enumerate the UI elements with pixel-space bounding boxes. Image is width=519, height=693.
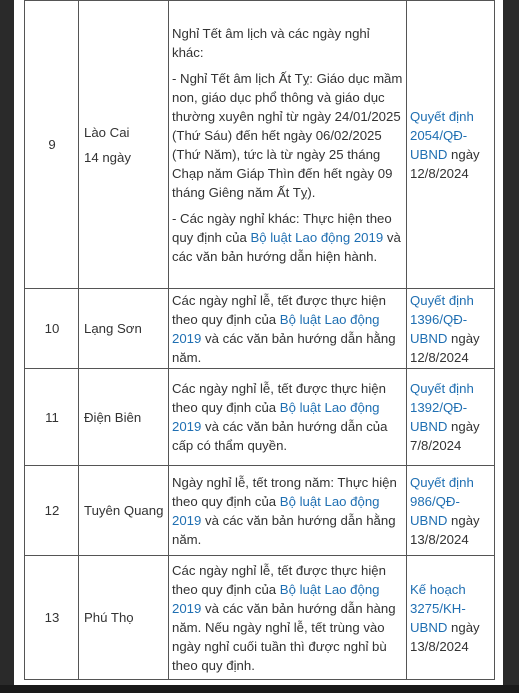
content-paragraph: - Nghỉ Tết âm lịch Ất Tỵ: Giáo dục mầm non, giáo dục phổ thông và giáo dục thường xuyên nghỉ từ ngày 24/01/2025 (Thứ Sáu) đến hết ngày 06/02/2025 (Thứ Năm), tức là từ ngày 25 tháng Chạp năm Giáp Thìn đến hết ngày 09 tháng Giêng năm Ất Tỵ).	[172, 70, 403, 200]
decision-link[interactable]: Kế hoạch 3275/KH-UBND	[410, 581, 466, 635]
content-text: và các văn bản hướng dẫn hàng năm. Nếu ngày nghỉ lễ, tết trùng vào ngày nghỉ cuối tuần thì được nghỉ bù theo quy định.	[172, 600, 396, 673]
decision-date: ngày 12/8/2024	[410, 146, 480, 181]
document-page	[14, 0, 503, 693]
province-cell	[79, 1, 169, 289]
labor-code-link[interactable]: Bộ luật Lao động 2019	[172, 400, 380, 434]
content-text: và các văn bản hướng dẫn của cấp có thẩm quyền.	[172, 419, 388, 453]
school-holiday-table	[24, 0, 495, 680]
table-row	[25, 1, 495, 289]
holiday-content	[169, 556, 407, 680]
decision-link[interactable]: Quyết định 986/QĐ-UBND	[410, 474, 474, 528]
table-row	[25, 369, 495, 466]
content-text: Các ngày nghỉ lễ, tết được thực hiện theo quy định của	[172, 381, 386, 415]
holiday-content	[169, 466, 407, 556]
decision-date: ngày 12/8/2024	[410, 330, 480, 365]
row-number: 11	[25, 369, 79, 466]
decision-cell	[407, 556, 495, 680]
row-number: 13	[25, 556, 79, 680]
decision-cell	[407, 1, 495, 289]
decision-link[interactable]: Quyết định 1396/QĐ-UBND	[410, 292, 474, 346]
province-name: Lào Cai	[84, 124, 130, 140]
holiday-content	[169, 289, 407, 369]
content-text: Các ngày nghỉ lễ, tết được thực hiện theo quy định của	[172, 292, 386, 327]
holiday-content	[169, 369, 407, 466]
decision-date: ngày 13/8/2024	[410, 619, 480, 654]
decision-date: ngày 13/8/2024	[410, 512, 480, 547]
content-paragraph	[172, 209, 404, 266]
decision-cell	[407, 466, 495, 556]
labor-code-link[interactable]: Bộ luật Lao động 2019	[172, 581, 380, 616]
province-name: Lạng Sơn	[79, 289, 169, 369]
province-name: Điện Biên	[79, 369, 169, 466]
page-bottom-edge	[0, 685, 519, 693]
row-number: 10	[25, 289, 79, 369]
row-number: 9	[25, 1, 79, 289]
content-paragraph: Nghỉ Tết âm lịch và các ngày nghỉ khác:	[172, 25, 370, 60]
decision-cell	[407, 289, 495, 369]
province-name: Tuyên Quang	[79, 466, 169, 556]
content-text: và các văn bản hướng dẫn hằng năm.	[172, 512, 396, 547]
labor-code-link[interactable]: Bộ luật Lao động 2019	[172, 311, 380, 346]
content-text: và các văn bản hướng dẫn hiện hành.	[172, 229, 401, 264]
row-number: 12	[25, 466, 79, 556]
holiday-days: 14 ngày	[84, 149, 131, 165]
content-text: Các ngày nghỉ lễ, tết được thực hiện theo quy định của	[172, 562, 386, 597]
content-text: - Các ngày nghỉ khác: Thực hiện theo quy định của	[172, 210, 392, 245]
decision-link[interactable]: Quyết định 2054/QĐ-UBND	[410, 108, 474, 162]
decision-link[interactable]: Quyết định 1392/QĐ-UBND	[410, 381, 474, 434]
decision-date: ngày 7/8/2024	[410, 419, 480, 453]
holiday-content	[169, 1, 407, 289]
table-row	[25, 466, 495, 556]
content-text: và các văn bản hướng dẫn hằng năm.	[172, 330, 396, 365]
labor-code-link[interactable]: Bộ luật Lao động 2019	[250, 229, 384, 245]
content-text: Ngày nghỉ lễ, tết trong năm: Thực hiện theo quy định của	[172, 474, 397, 509]
province-name: Phú Thọ	[79, 556, 169, 680]
labor-code-link[interactable]: Bộ luật Lao động 2019	[172, 493, 380, 528]
table-row	[25, 556, 495, 680]
table-row	[25, 289, 495, 369]
decision-cell	[407, 369, 495, 466]
